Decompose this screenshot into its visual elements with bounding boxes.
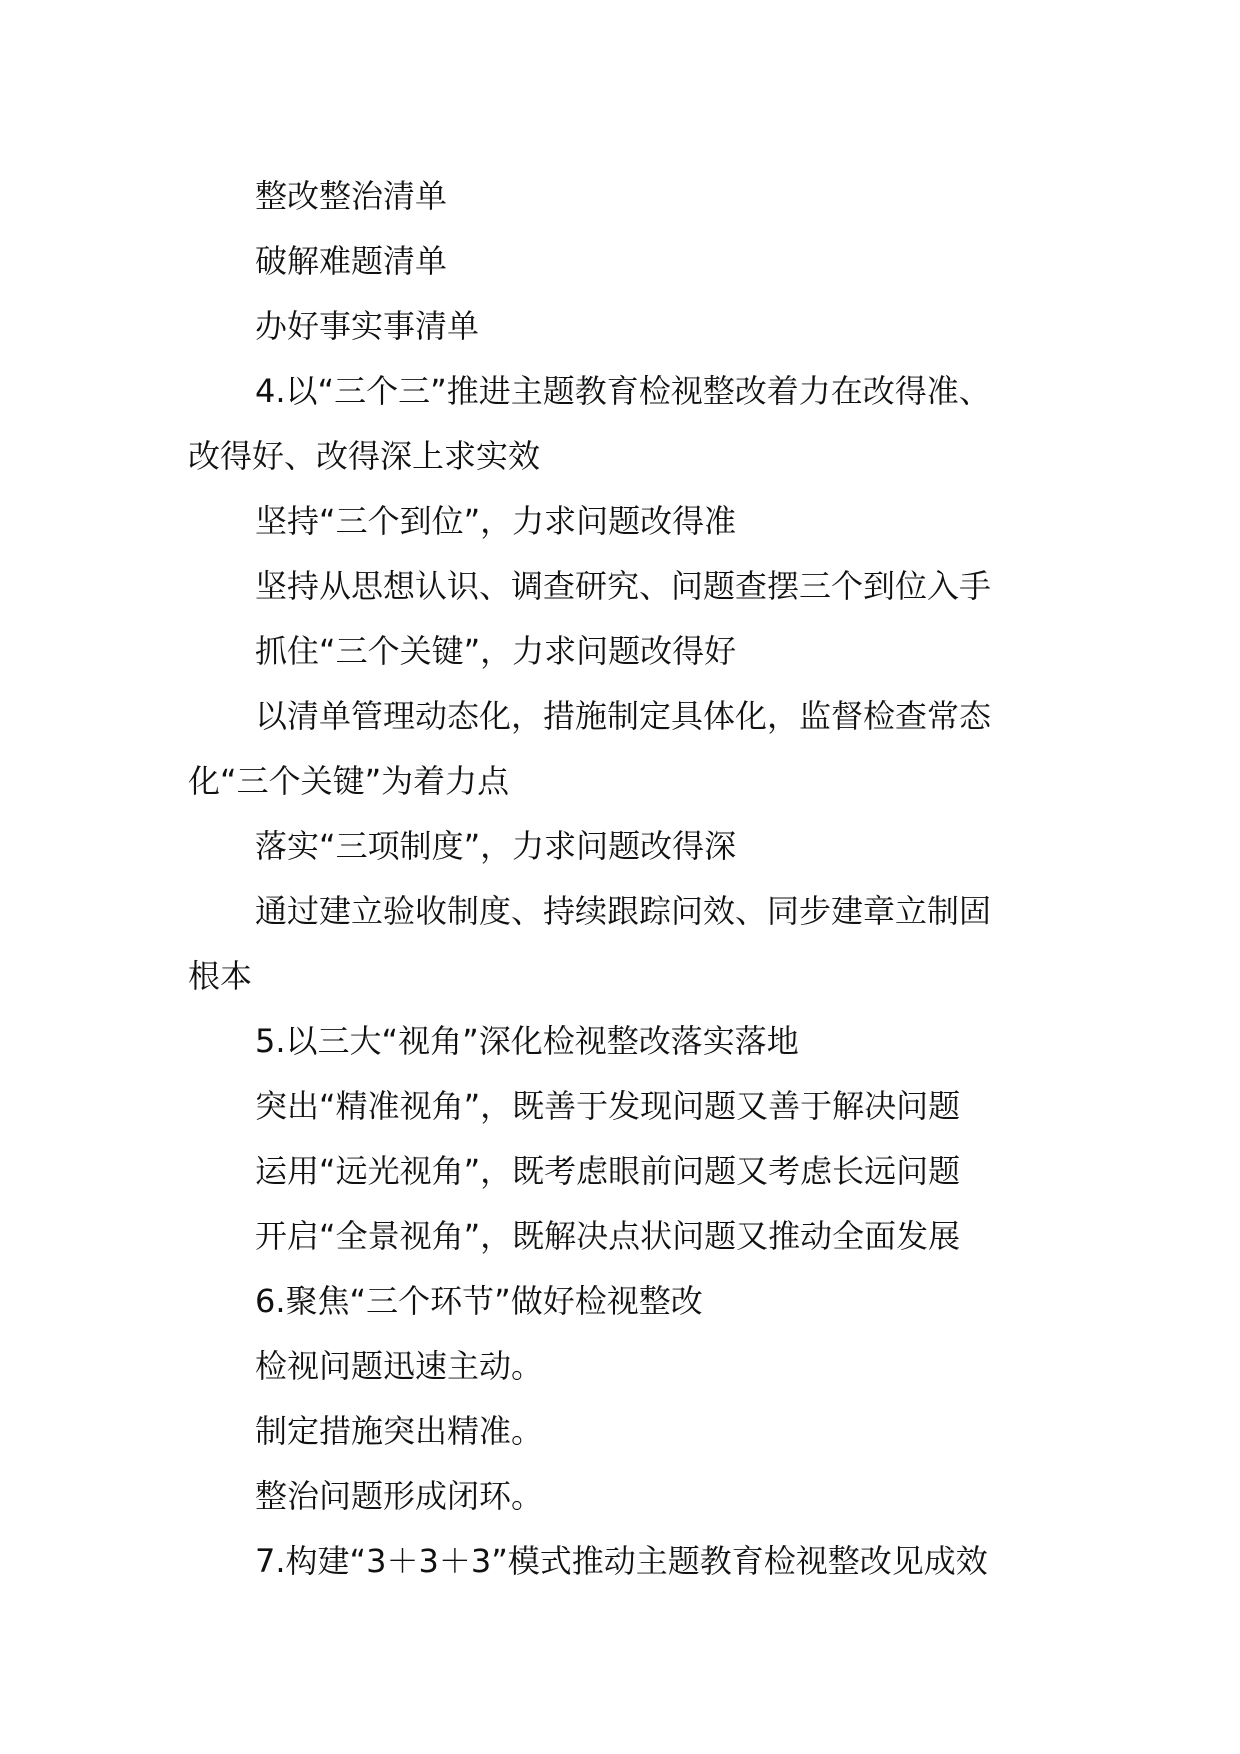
text-line: 开启“全景视角”，既解决点状问题又推动全面发展 [255, 1217, 961, 1255]
text-line: 突出“精准视角”，既善于发现问题又善于解决问题 [255, 1087, 961, 1125]
text-line: 化“三个关键”为着力点 [188, 762, 510, 800]
text-line: 办好事实事清单 [255, 307, 480, 345]
subheading: 坚持“三个到位”，力求问题改得准 [255, 502, 737, 540]
text-line: 根本 [188, 957, 253, 995]
text-line: 检视问题迅速主动。 [255, 1347, 544, 1385]
text-line: 制定措施突出精准。 [255, 1412, 544, 1450]
text-line: 改得好、改得深上求实效 [188, 437, 541, 475]
section-heading: 7.构建“3＋3＋3”模式推动主题教育检视整改见成效 [255, 1542, 988, 1580]
text-line: 以清单管理动态化，措施制定具体化，监督检查常态 [255, 697, 992, 735]
text-line: 运用“远光视角”，既考虑眼前问题又考虑长远问题 [255, 1152, 961, 1190]
subheading: 落实“三项制度”，力求问题改得深 [255, 827, 737, 865]
section-heading: 5.以三大“视角”深化检视整改落实落地 [255, 1022, 799, 1060]
section-heading: 6.聚焦“三个环节”做好检视整改 [255, 1282, 703, 1320]
section-heading: 4.以“三个三”推进主题教育检视整改着力在改得准、 [255, 372, 991, 410]
subheading: 抓住“三个关键”，力求问题改得好 [255, 632, 737, 670]
text-line: 坚持从思想认识、调查研究、问题查摆三个到位入手 [255, 567, 992, 605]
text-line: 破解难题清单 [255, 242, 448, 280]
text-line: 整治问题形成闭环。 [255, 1477, 544, 1515]
text-line: 整改整治清单 [255, 177, 448, 215]
text-line: 通过建立验收制度、持续跟踪问效、同步建章立制固 [255, 892, 992, 930]
